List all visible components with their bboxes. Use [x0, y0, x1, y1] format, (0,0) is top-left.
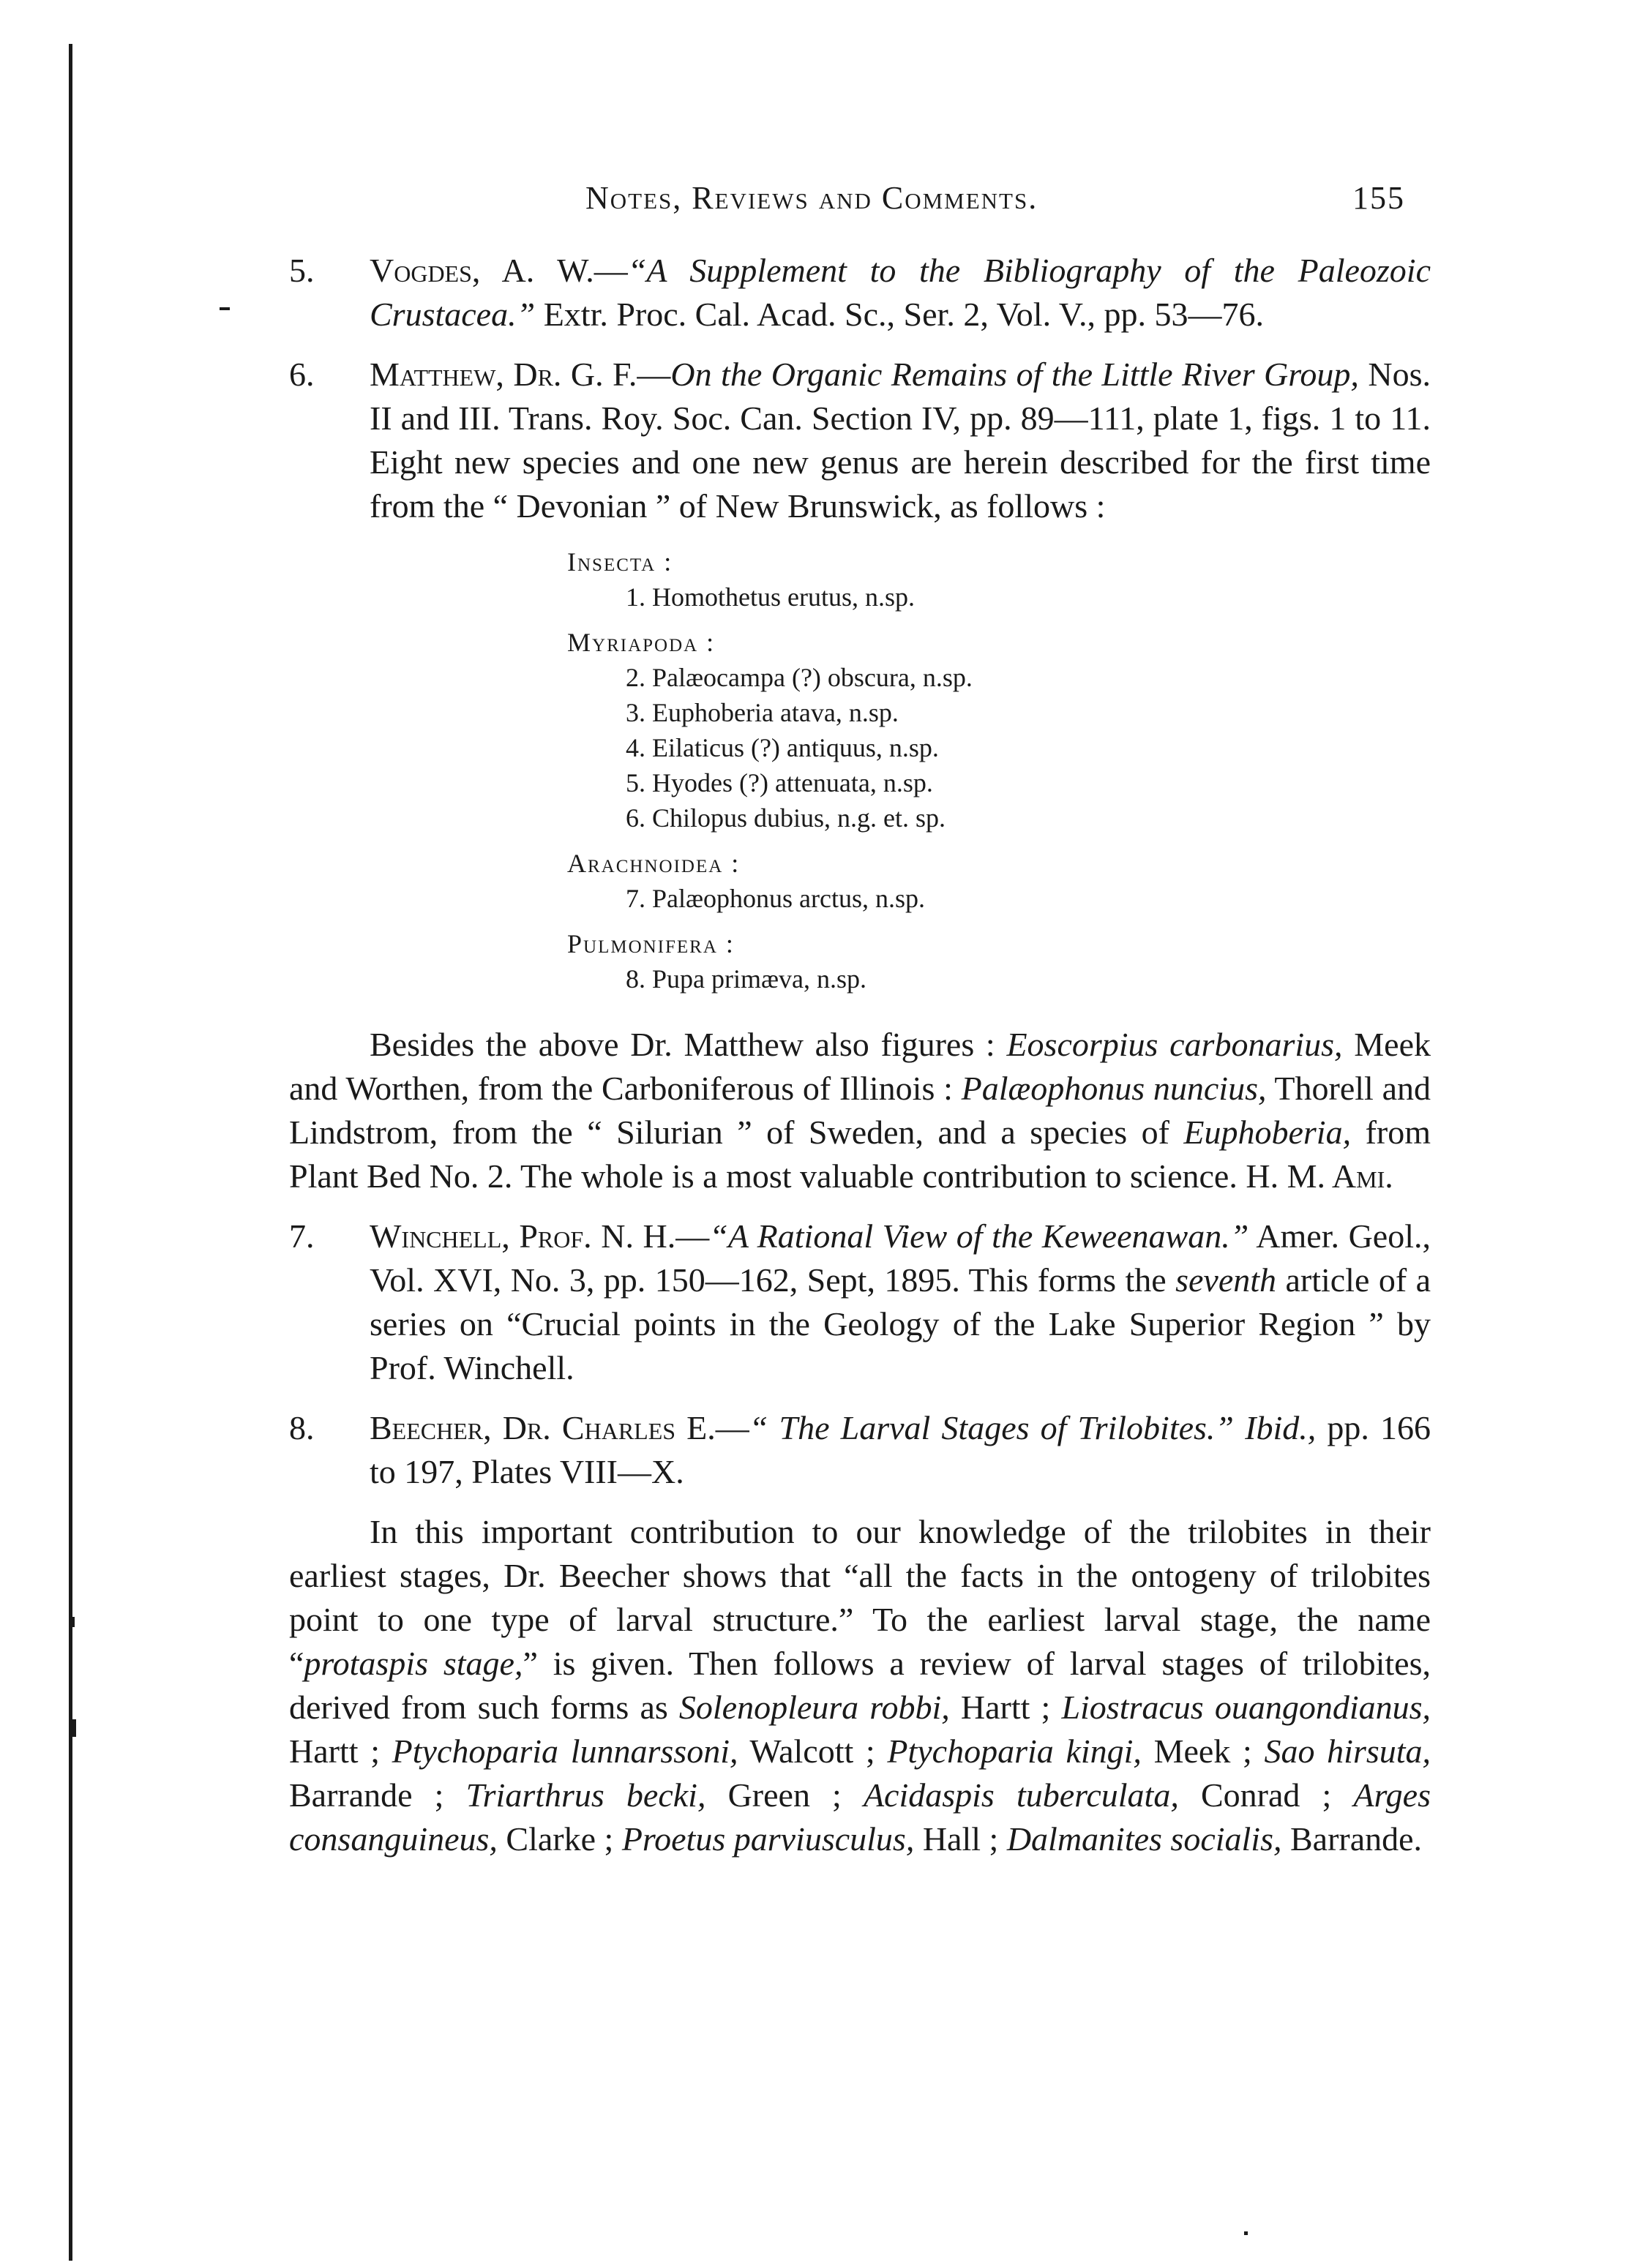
species-group-heading: Myriapoda :	[567, 628, 716, 657]
species-item: 6. Chilopus dubius, n.g. et. sp.	[626, 803, 946, 833]
species-name: Acidaspis tuberculata,	[863, 1776, 1179, 1814]
species-list	[567, 544, 1431, 996]
text-run: Green ;	[705, 1776, 864, 1814]
species-item: 1. Homothetus erutus, n.sp.	[626, 582, 915, 612]
species-name: Solenopleura robbi,	[678, 1689, 950, 1726]
species-name: Eoscorpius carbonarius,	[1006, 1026, 1343, 1063]
entry-title: “A Supplement to the Bibliography of the Paleozoic Crustacea.”	[370, 252, 1431, 333]
text-run: Meek and Worthen, from the Carboniferous of Illinois :	[289, 1026, 1431, 1107]
entry-5	[289, 249, 1431, 337]
entry-number: 6.	[289, 356, 315, 393]
entry-number: 5.	[289, 252, 315, 289]
text-run: Thorell and Lindstrom, from the “ Silurian ” of Sweden, and a species of	[289, 1070, 1431, 1151]
species-item: 7. Palæophonus arctus, n.sp.	[626, 884, 925, 913]
term: protaspis stage,	[304, 1645, 523, 1682]
text-run: Conrad ;	[1178, 1776, 1354, 1814]
entry-title: On the Organic Remains of the Little River Group,	[670, 356, 1359, 393]
page-number: 155	[1352, 180, 1405, 216]
text-run: article of a series on “Crucial points in the Geology of the Lake Superior Region ” by Prof. Winchell.	[370, 1261, 1431, 1386]
entry-8	[289, 1406, 1431, 1494]
entry-title: “A Rational View of the Keweenawan.”	[709, 1217, 1249, 1255]
species-name: Arges consanguineus,	[289, 1776, 1431, 1858]
text-run: from Plant Bed No. 2. The whole is a most valuable contribution to science.	[289, 1114, 1431, 1195]
entry-number: 7.	[289, 1217, 315, 1255]
species-name: Ptychoparia kingi,	[887, 1732, 1142, 1770]
scan-speck	[220, 307, 230, 310]
running-header	[293, 179, 1405, 217]
entry-citation: Nos. II and III. Trans. Roy. Soc. Can. Section IV, pp. 89—111, plate 1, figs. 1 to 11. Eight new species and one new genus are herein described for the first time from the “ Devonian ” of New Brunswick, as follows :	[370, 356, 1431, 525]
species-group-heading: Insecta :	[567, 547, 673, 577]
entry-author: Matthew, Dr. G. F.—	[370, 356, 671, 393]
entry-citation: Amer. Geol., Vol. XVI, No. 3, pp. 150—162, Sept, 1895. This forms the	[370, 1217, 1431, 1299]
text-run: Barrande.	[1281, 1820, 1423, 1858]
entry-6	[289, 353, 1431, 528]
emphasis: seventh	[1175, 1261, 1277, 1299]
entry-citation: pp. 166 to 197, Plates VIII—X.	[370, 1409, 1431, 1490]
running-title: Notes, Reviews and Comments.	[585, 180, 1038, 216]
entry-7	[289, 1214, 1431, 1390]
entry-author: Vogdes, A. W.—	[370, 252, 628, 289]
reviewer-signature: H. M. Ami.	[1246, 1157, 1393, 1195]
text-run: Hartt ;	[289, 1732, 392, 1770]
species-name: Dalmanites socialis,	[1006, 1820, 1282, 1858]
trilobite-paragraph	[289, 1510, 1431, 1861]
entry-author: Winchell, Prof. N. H.—	[370, 1217, 710, 1255]
text-run: ” is given. Then follows a review of larval stages of trilobites, derived from such forms as	[289, 1645, 1431, 1726]
entry-number: 8.	[289, 1409, 315, 1446]
species-name: Triarthrus becki,	[465, 1776, 706, 1814]
text-run: Clarke ;	[497, 1820, 622, 1858]
scan-speck	[70, 1719, 76, 1737]
text-run: In this important contribution to our knowledge of the trilobites in their earliest stages, Dr. Beecher shows that “all the facts in the ontogeny of trilobites point to one type of larval structure.” To the earliest larval stage, the name “	[289, 1513, 1431, 1682]
species-name: Palæophonus nuncius,	[961, 1070, 1267, 1107]
species-item: 2. Palæocampa (?) obscura, n.sp.	[626, 663, 973, 692]
species-item: 8. Pupa primæva, n.sp.	[626, 964, 866, 994]
text-run: Barrande ;	[289, 1776, 466, 1814]
scan-speck	[70, 1617, 75, 1627]
text-run: Meek ;	[1141, 1732, 1265, 1770]
entry-title: “ The Larval Stages of Trilobites.”	[749, 1409, 1235, 1446]
entry-citation: Extr. Proc. Cal. Acad. Sc., Ser. 2, Vol. V., pp. 53—76.	[535, 296, 1265, 333]
genus-name: Euphoberia,	[1183, 1114, 1352, 1151]
text-run: Walcott ;	[738, 1732, 888, 1770]
besides-paragraph	[289, 1023, 1431, 1198]
text-run: Hall ;	[914, 1820, 1007, 1858]
species-item: 4. Eilaticus (?) antiquus, n.sp.	[626, 733, 939, 762]
species-group-heading: Arachnoidea :	[567, 849, 741, 878]
species-group-heading: Pulmonifera :	[567, 929, 735, 958]
text-run: Besides the above Dr. Matthew also figures :	[370, 1026, 1007, 1063]
species-item: 5. Hyodes (?) attenuata, n.sp.	[626, 768, 933, 797]
species-name: Sao hirsuta,	[1264, 1732, 1431, 1770]
entry-author: Beecher, Dr. Charles E.—	[370, 1409, 749, 1446]
ibid: Ibid.,	[1245, 1409, 1317, 1446]
text-run: Hartt ;	[949, 1689, 1062, 1726]
scan-margin-rule	[69, 44, 72, 2261]
species-name: Liostracus ouangondianus,	[1061, 1689, 1431, 1726]
species-name: Ptychoparia lunnarssoni,	[392, 1732, 738, 1770]
scan-speck	[1244, 2231, 1248, 2235]
page-body	[289, 249, 1431, 1877]
species-name: Proetus parviusculus,	[621, 1820, 915, 1858]
species-item: 3. Euphoberia atava, n.sp.	[626, 698, 899, 727]
